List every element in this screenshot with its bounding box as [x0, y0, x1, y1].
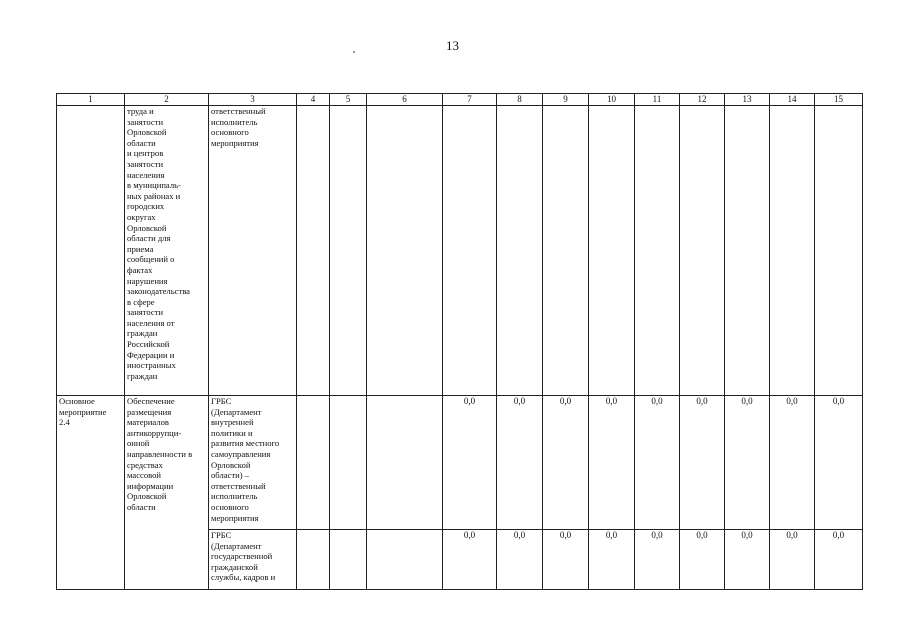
cell-empty	[635, 106, 680, 396]
col-header: 9	[543, 94, 589, 106]
col-header: 10	[589, 94, 635, 106]
program-table	[56, 93, 863, 590]
value-cell: 0,0	[815, 396, 863, 530]
value-cell: 0,0	[680, 530, 725, 590]
col-header: 7	[443, 94, 497, 106]
value-cell: 0,0	[725, 530, 770, 590]
value-cell: 0,0	[543, 530, 589, 590]
col-header: 4	[297, 94, 330, 106]
cell-empty	[367, 396, 443, 530]
value-cell: 0,0	[770, 396, 815, 530]
value-cell: 0,0	[443, 530, 497, 590]
cell-empty	[815, 106, 863, 396]
table-row	[57, 396, 863, 530]
value-cell: 0,0	[725, 396, 770, 530]
executor-cell: ГРБС (Департамент внутренней политики и развития местного самоуправления Орловской области) – ответственный исполнитель основного мероприятия	[209, 396, 297, 530]
col-header: 15	[815, 94, 863, 106]
value-cell: 0,0	[635, 396, 680, 530]
measure-description-continued: труда и занятости Орловской области и центров занятости населения в муниципаль- ных районах и городских округах Орловской области для приема сообщений о фактах нарушения законодательства в сфере занятости населения от граждан Российской Федерации и иностранных граждан	[125, 106, 209, 396]
cell-empty	[330, 106, 367, 396]
value-cell: 0,0	[497, 396, 543, 530]
col-header: 2	[125, 94, 209, 106]
col-header: 14	[770, 94, 815, 106]
col-header: 1	[57, 94, 125, 106]
cell-empty	[443, 106, 497, 396]
cell-empty	[497, 106, 543, 396]
value-cell: 0,0	[635, 530, 680, 590]
cell-empty	[297, 530, 330, 590]
value-cell: 0,0	[543, 396, 589, 530]
value-cell: 0,0	[497, 530, 543, 590]
cell-empty	[770, 106, 815, 396]
value-cell: 0,0	[680, 396, 725, 530]
column-number-row	[57, 94, 863, 106]
cell-empty	[330, 396, 367, 530]
executor-cell: ГРБС (Департамент государственной гражданской службы, кадров и	[209, 530, 297, 590]
page-number: 13	[446, 38, 459, 53]
executor-continued: ответственный исполнитель основного мероприятия	[209, 106, 297, 396]
cell-empty	[297, 106, 330, 396]
value-cell: 0,0	[770, 530, 815, 590]
cell-empty	[57, 106, 125, 396]
cell-empty	[725, 106, 770, 396]
cell-empty	[367, 106, 443, 396]
value-cell: 0,0	[815, 530, 863, 590]
cell-empty	[367, 530, 443, 590]
value-cell: 0,0	[589, 396, 635, 530]
col-header: 5	[330, 94, 367, 106]
measure-code: Основное мероприятие 2.4	[57, 396, 125, 590]
value-cell: 0,0	[443, 396, 497, 530]
cell-empty	[543, 106, 589, 396]
value-cell: 0,0	[589, 530, 635, 590]
cell-empty	[330, 530, 367, 590]
measure-description: Обеспечение размещения материалов антикоррупци- онной направленности в средствах массовой информации Орловской области	[125, 396, 209, 590]
cell-empty	[680, 106, 725, 396]
col-header: 12	[680, 94, 725, 106]
col-header: 6	[367, 94, 443, 106]
cell-empty	[589, 106, 635, 396]
cell-empty	[297, 396, 330, 530]
col-header: 11	[635, 94, 680, 106]
scan-speck	[353, 51, 355, 53]
col-header: 8	[497, 94, 543, 106]
table-row	[57, 106, 863, 396]
col-header: 3	[209, 94, 297, 106]
col-header: 13	[725, 94, 770, 106]
